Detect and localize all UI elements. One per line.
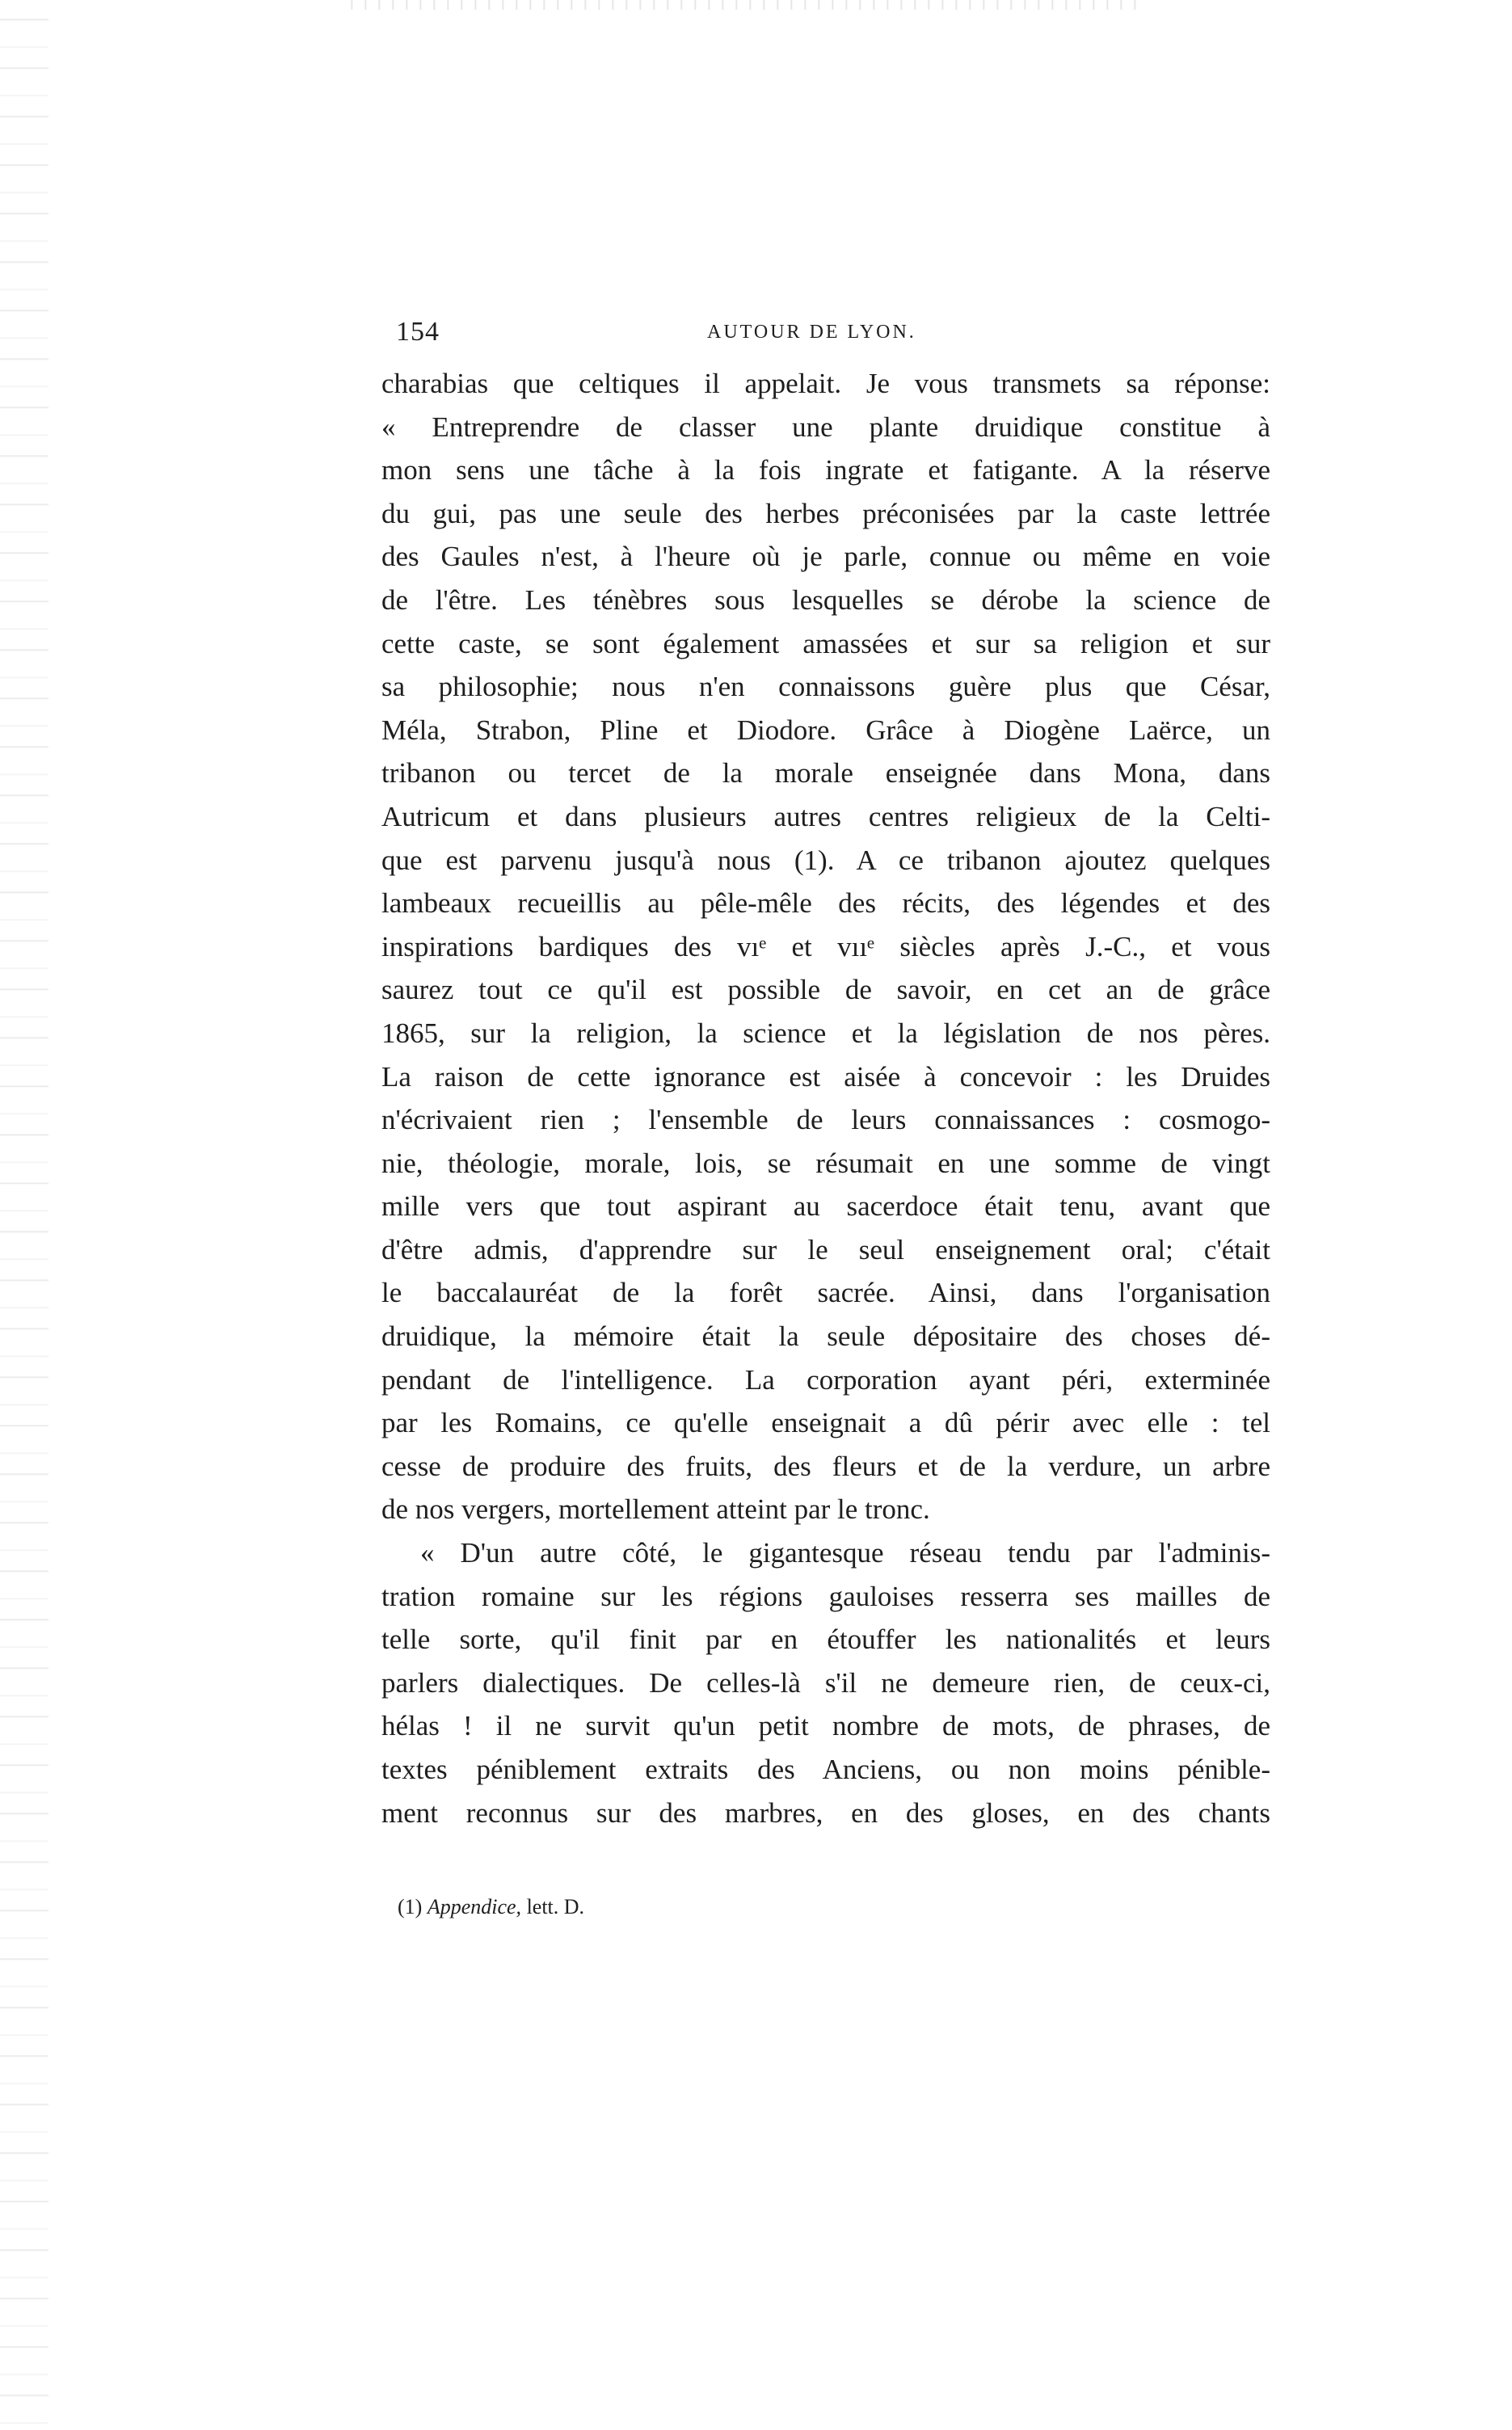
text-line: de nos vergers, mortellement atteint par le tronc. [381, 1493, 930, 1526]
text-line: de l'être. Les ténèbres sous lesquelles se dérobe la science de [381, 583, 1270, 616]
page-number: 154 [396, 317, 440, 347]
text-line: pendant de l'intelligence. La corporation ayant péri, exterminée [381, 1363, 1270, 1396]
text-line: lambeaux recueillis au pêle-mêle des récits, des légendes et des [381, 887, 1270, 920]
text-line: le baccalauréat de la forêt sacrée. Ainsi, dans l'organisation [381, 1277, 1270, 1309]
text-line: cesse de produire des fruits, des fleurs et de la verdure, un arbre [381, 1450, 1270, 1482]
body-text [381, 362, 1270, 1834]
text-line: charabias que celtiques il appelait. Je vous transmets sa réponse: [381, 368, 1270, 399]
text-line: Autricum et dans plusieurs autres centres religieux de la Celti- [381, 800, 1270, 832]
text-line: n'écrivaient rien ; l'ensemble de leurs connaissances : cosmogo- [381, 1104, 1270, 1136]
text-line: tration romaine sur les régions gauloises resserra ses mailles de [381, 1580, 1270, 1612]
text-line: par les Romains, ce qu'elle enseignait a dû périr avec elle : tel [381, 1407, 1270, 1439]
text-line: mille vers que tout aspirant au sacerdoce était tenu, avant que [381, 1190, 1270, 1223]
text-line: tribanon ou tercet de la morale enseignée dans Mona, dans [381, 757, 1270, 790]
text-line: La raison de cette ignorance est aisée à concevoir : les Druides [381, 1060, 1270, 1093]
text-line: inspirations bardiques des vıᵉ et vııᵉ siècles après J.-C., et vous [381, 930, 1270, 962]
footnote-text: lett. D. [526, 1895, 585, 1918]
text-line: nie, théologie, morale, lois, se résumait en une somme de vingt [381, 1147, 1270, 1179]
text-line: 1865, sur la religion, la science et la législation de nos pères. [381, 1017, 1270, 1049]
text-line: que est parvenu jusqu'à nous (1). A ce tribanon ajoutez quelques [381, 844, 1270, 876]
text-line: ment reconnus sur des marbres, en des gloses, en des chants [381, 1796, 1270, 1829]
footnote-reference: Appendice, [427, 1895, 522, 1918]
text-line: « D'un autre côté, le gigantesque réseau tendu par l'adminis- [420, 1537, 1270, 1569]
scan-top-noise [339, 0, 1148, 10]
text-line: Méla, Strabon, Pline et Diodore. Grâce à Diogène Laërce, un [381, 714, 1270, 746]
text-line: d'être admis, d'apprendre sur le seul enseignement oral; c'était [381, 1233, 1270, 1266]
text-line: du gui, pas une seule des herbes préconisées par la caste lettrée [381, 497, 1270, 529]
text-line: textes péniblement extraits des Anciens, ou non moins pénible- [381, 1754, 1270, 1785]
footnote-marker: (1) [398, 1895, 423, 1918]
text-line: mon sens une tâche à la fois ingrate et fatigante. A la réserve [381, 454, 1270, 486]
text-line: des Gaules n'est, à l'heure où je parle, connue ou même en voie [381, 541, 1270, 573]
text-line: druidique, la mémoire était la seule dépositaire des choses dé- [381, 1320, 1270, 1353]
running-title: AUTOUR DE LYON. [707, 322, 916, 343]
text-line: telle sorte, qu'il finit par en étouffer les nationalités et leurs [381, 1624, 1270, 1656]
footnote [398, 1895, 584, 1919]
text-line: saurez tout ce qu'il est possible de savoir, en cet an de grâce [381, 974, 1270, 1006]
page-header [396, 317, 1277, 356]
scan-edge-noise [0, 0, 48, 2430]
text-line: parlers dialectiques. De celles-là s'il ne demeure rien, de ceux-ci, [381, 1666, 1270, 1699]
text-line: hélas ! il ne survit qu'un petit nombre de mots, de phrases, de [381, 1710, 1270, 1742]
text-line: « Entreprendre de classer une plante druidique constitue à [381, 411, 1270, 443]
text-line: cette caste, se sont également amassées et sur sa religion et sur [381, 627, 1270, 659]
text-line: sa philosophie; nous n'en connaissons guère plus que César, [381, 671, 1270, 703]
